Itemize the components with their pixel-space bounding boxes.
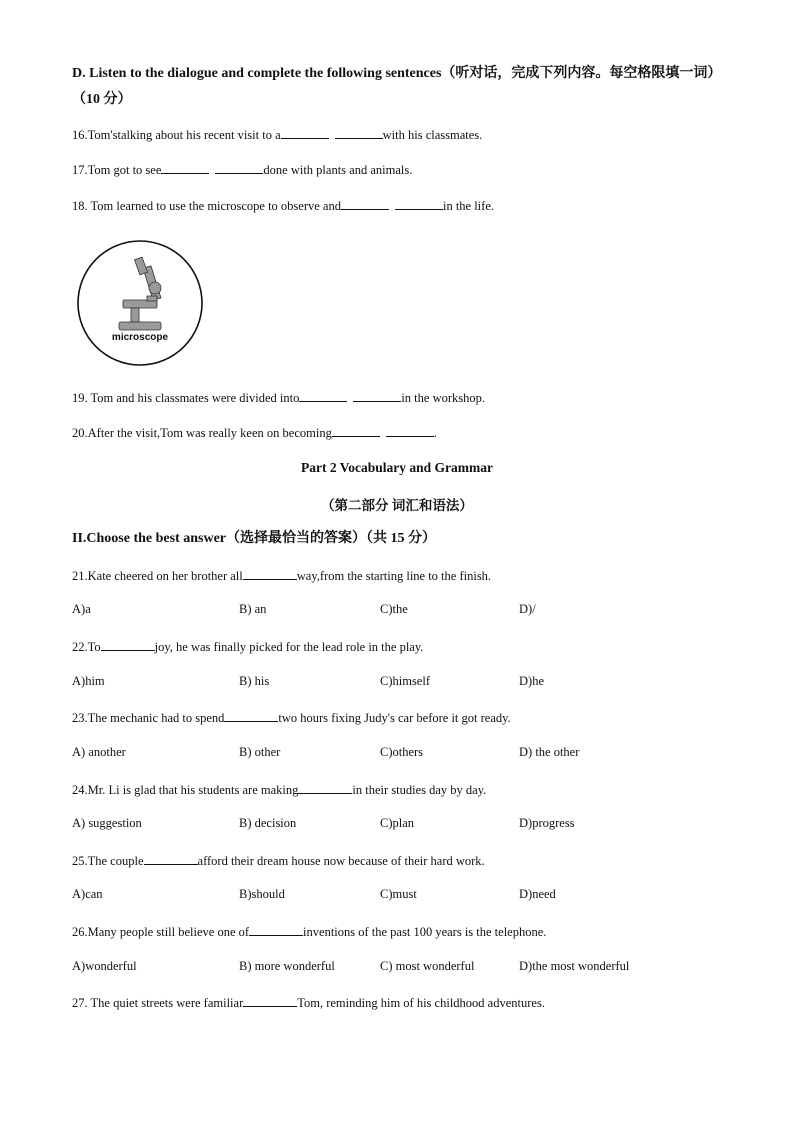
option-a[interactable]: A)wonderful bbox=[72, 959, 137, 973]
question-17 bbox=[72, 161, 412, 178]
option-a[interactable]: A)can bbox=[72, 887, 103, 901]
option-b[interactable]: B) other bbox=[239, 745, 281, 759]
question-text: 23.The mechanic had to spend bbox=[72, 711, 225, 725]
option-b[interactable]: B) an bbox=[239, 602, 267, 616]
question-25 bbox=[72, 852, 485, 869]
option-a[interactable]: A)him bbox=[72, 674, 105, 688]
question-24 bbox=[72, 781, 486, 798]
question-text: 25.The couple bbox=[72, 854, 144, 868]
answer-blank[interactable] bbox=[353, 389, 401, 402]
option-d[interactable]: D)need bbox=[519, 887, 556, 901]
question-text: 22.To bbox=[72, 640, 101, 654]
question-21 bbox=[72, 567, 491, 584]
question-22 bbox=[72, 638, 423, 655]
option-b[interactable]: B) his bbox=[239, 674, 270, 688]
option-d[interactable]: D)the most wonderful bbox=[519, 959, 630, 973]
question-text: in the life. bbox=[442, 199, 494, 213]
option-b[interactable]: B) more wonderful bbox=[239, 959, 335, 973]
question-text: joy, he was finally picked for the lead role in the play. bbox=[154, 640, 424, 654]
part2-title: Part 2 Vocabulary and Grammar bbox=[301, 460, 493, 475]
question-20 bbox=[72, 424, 437, 441]
question-16 bbox=[72, 126, 482, 143]
question-27 bbox=[72, 994, 545, 1011]
option-a[interactable]: A) another bbox=[72, 745, 126, 759]
question-text: 16.Tom'stalking about his recent visit to a bbox=[72, 128, 281, 142]
question-text: 17.Tom got to see bbox=[72, 163, 162, 177]
answer-blank[interactable] bbox=[335, 126, 383, 139]
section-ii-title: II.Choose the best answer（选择最恰当的答案）（共 15 分） bbox=[72, 531, 436, 546]
answer-blank[interactable] bbox=[281, 126, 329, 139]
answer-blank[interactable] bbox=[341, 197, 389, 210]
option-a[interactable]: A)a bbox=[72, 602, 91, 616]
option-d[interactable]: D)progress bbox=[519, 816, 575, 830]
question-text: 19. Tom and his classmates were divided into bbox=[72, 391, 300, 405]
option-d[interactable]: D)he bbox=[519, 674, 544, 688]
option-d[interactable]: D)/ bbox=[519, 602, 536, 616]
image-label: microscope bbox=[111, 332, 169, 343]
section-d-title: D. Listen to the dialogue and complete the following sentences（听对话，完成下列内容。每空格限填一词）（10 分） bbox=[72, 66, 722, 107]
answer-blank[interactable] bbox=[243, 994, 297, 1007]
option-b[interactable]: B)should bbox=[239, 887, 285, 901]
option-c[interactable]: C) most wonderful bbox=[380, 959, 475, 973]
answer-blank[interactable] bbox=[386, 424, 434, 437]
question-26 bbox=[72, 923, 546, 940]
question-text: inventions of the past 100 years is the telephone. bbox=[303, 925, 547, 939]
question-text: way,from the starting line to the finish. bbox=[296, 569, 492, 583]
question-text: 20.After the visit,Tom was really keen on becoming bbox=[72, 426, 332, 440]
question-text: afford their dream house now because of their hard work. bbox=[197, 854, 485, 868]
answer-blank[interactable] bbox=[395, 197, 443, 210]
answer-blank[interactable] bbox=[243, 567, 297, 580]
question-text: 26.Many people still believe one of bbox=[72, 925, 250, 939]
answer-blank[interactable] bbox=[101, 638, 155, 651]
question-text: two hours fixing Judy's car before it got ready. bbox=[278, 711, 511, 725]
answer-blank[interactable] bbox=[161, 161, 209, 174]
answer-blank[interactable] bbox=[298, 781, 352, 794]
question-19 bbox=[72, 389, 485, 406]
answer-blank[interactable] bbox=[332, 424, 380, 437]
answer-blank[interactable] bbox=[249, 923, 303, 936]
option-c[interactable]: C)others bbox=[380, 745, 424, 759]
answer-blank[interactable] bbox=[299, 389, 347, 402]
question-text: 21.Kate cheered on her brother all bbox=[72, 569, 243, 583]
question-text: in their studies day by day. bbox=[352, 783, 487, 797]
option-c[interactable]: C)the bbox=[380, 602, 408, 616]
microscope-illustration bbox=[77, 238, 203, 368]
part2-subtitle: （第二部分 词汇和语法） bbox=[321, 498, 473, 513]
option-d[interactable]: D) the other bbox=[519, 745, 580, 759]
option-c[interactable]: C)himself bbox=[380, 674, 430, 688]
answer-blank[interactable] bbox=[144, 852, 198, 865]
question-text: with his classmates. bbox=[382, 128, 483, 142]
option-c[interactable]: C)plan bbox=[380, 816, 415, 830]
answer-blank[interactable] bbox=[224, 709, 278, 722]
option-b[interactable]: B) decision bbox=[239, 816, 297, 830]
question-text: Tom, reminding him of his childhood adventures. bbox=[297, 996, 545, 1010]
question-18 bbox=[72, 197, 494, 214]
question-23 bbox=[72, 709, 511, 726]
option-a[interactable]: A) suggestion bbox=[72, 816, 142, 830]
question-text: 24.Mr. Li is glad that his students are making bbox=[72, 783, 299, 797]
question-text: . bbox=[433, 426, 437, 440]
question-text: 27. The quiet streets were familiar bbox=[72, 996, 244, 1010]
answer-blank[interactable] bbox=[215, 161, 263, 174]
question-text: done with plants and animals. bbox=[263, 163, 413, 177]
question-text: in the workshop. bbox=[401, 391, 486, 405]
option-c[interactable]: C)must bbox=[380, 887, 417, 901]
question-text: 18. Tom learned to use the microscope to observe and bbox=[72, 199, 341, 213]
